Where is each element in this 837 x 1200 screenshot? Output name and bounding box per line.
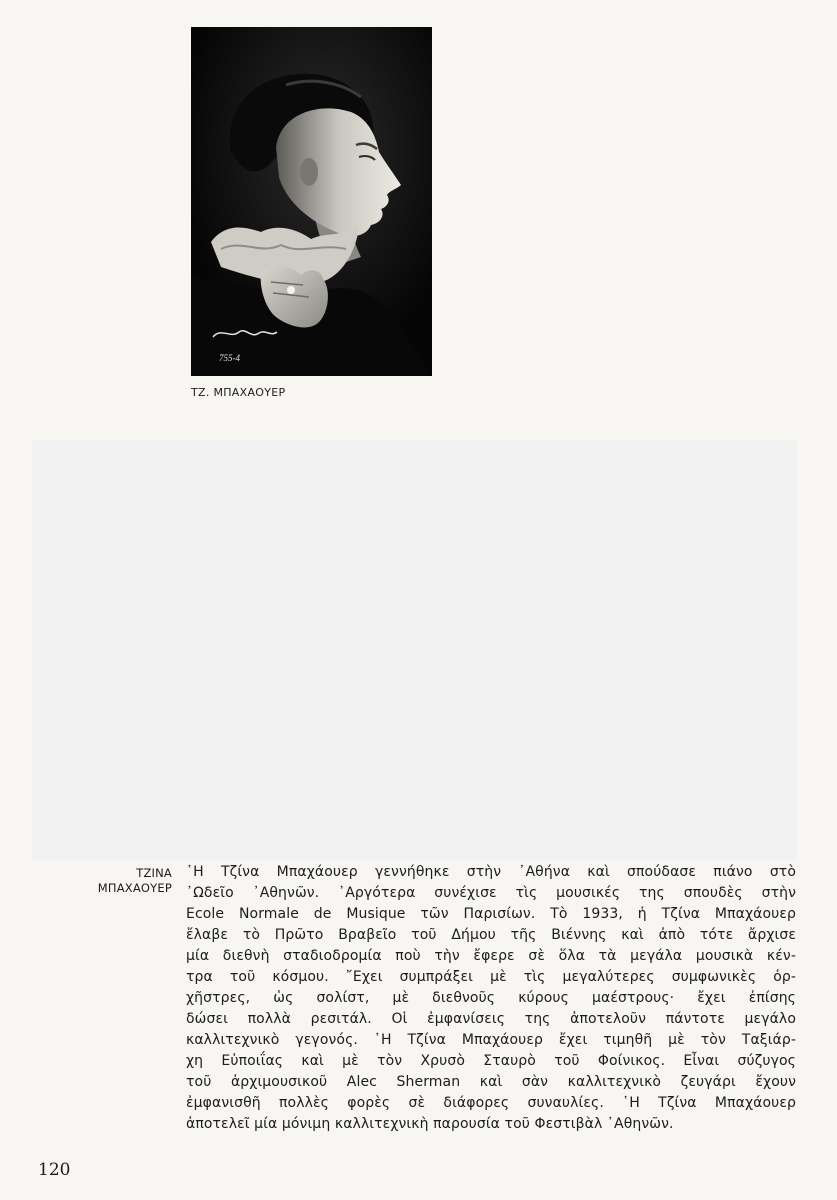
side-label	[98, 866, 172, 896]
page-number: 120	[38, 1160, 71, 1180]
biography-text	[186, 862, 796, 1135]
body-line: μία διεθνὴ σταδιοδρομία ποὺ τὴν ἔφερε σὲ ὅλα τὰ μεγάλα μουσικὰ κέν-	[186, 948, 796, 964]
photo-caption: ΤΖ. ΜΠΑΧΑΟΥΕΡ	[191, 386, 286, 399]
side-label-line: ΤΖΙΝΑ	[136, 866, 172, 880]
body-line: ἔλαβε τὸ Πρῶτο Βραβεῖο τοῦ Δήμου τῆς Βιέννης καὶ ἀπὸ τότε ἄρχισε	[186, 927, 796, 943]
body-line: τρα τοῦ κόσμου. ῎Εχει συμπράξει μὲ τὶς μεγαλύτερες συμφωνικὲς ὀρ-	[186, 969, 796, 985]
body-line: χη Εὐποιΐας καὶ μὲ τὸν Χρυσὸ Σταυρὸ τοῦ Φοίνικος. Εἶναι σύζυγος	[186, 1053, 796, 1069]
body-line: καλλιτεχνικὸ γεγονός. ῾Η Τζίνα Μπαχάουερ ἔχει τιμηθῆ μὲ τὸν Ταξιάρ-	[186, 1032, 796, 1048]
side-label-line: ΜΠΑΧΑΟΥΕΡ	[97, 881, 172, 895]
body-line: χῆστρες, ὡς σολίστ, μὲ διεθνοῦς κύρους μαέστρους· ἔχει ἐπίσης	[186, 990, 796, 1006]
body-line: ἐμφανισθῆ πολλὲς φορὲς σὲ διάφορες συναυλίες. ῾Η Τζίνα Μπαχάουερ	[186, 1095, 796, 1111]
body-line: ᾿Ωδεῖο ᾿Αθηνῶν. ᾿Αργότερα συνέχισε τὶς μουσικές της σπουδὲς στὴν	[186, 885, 796, 901]
body-line: τοῦ ἀρχιμουσικοῦ Alec Sherman καὶ σὰν καλλιτεχνικὸ ζευγάρι ἔχουν	[186, 1074, 796, 1090]
body-line: ῾Η Τζίνα Μπαχάουερ γεννήθηκε στὴν ᾿Αθήνα καὶ σπούδασε πιάνο στὸ	[186, 864, 796, 880]
portrait-photo	[191, 27, 432, 376]
body-line: ἀποτελεῖ μία μόνιμη καλλιτεχνικὴ παρουσία τοῦ Φεστιβὰλ ᾿Αθηνῶν.	[186, 1116, 674, 1132]
background-panel	[32, 440, 797, 860]
photo-signature: 755-4	[219, 353, 240, 363]
body-line: Ecole Normale de Musique τῶν Παρισίων. Τὸ 1933, ἡ Τζίνα Μπαχάουερ	[186, 906, 796, 922]
body-line: δώσει πολλὰ ρεσιτάλ. Οἱ ἐμφανίσεις της ἀποτελοῦν πάντοτε μεγάλο	[186, 1011, 796, 1027]
